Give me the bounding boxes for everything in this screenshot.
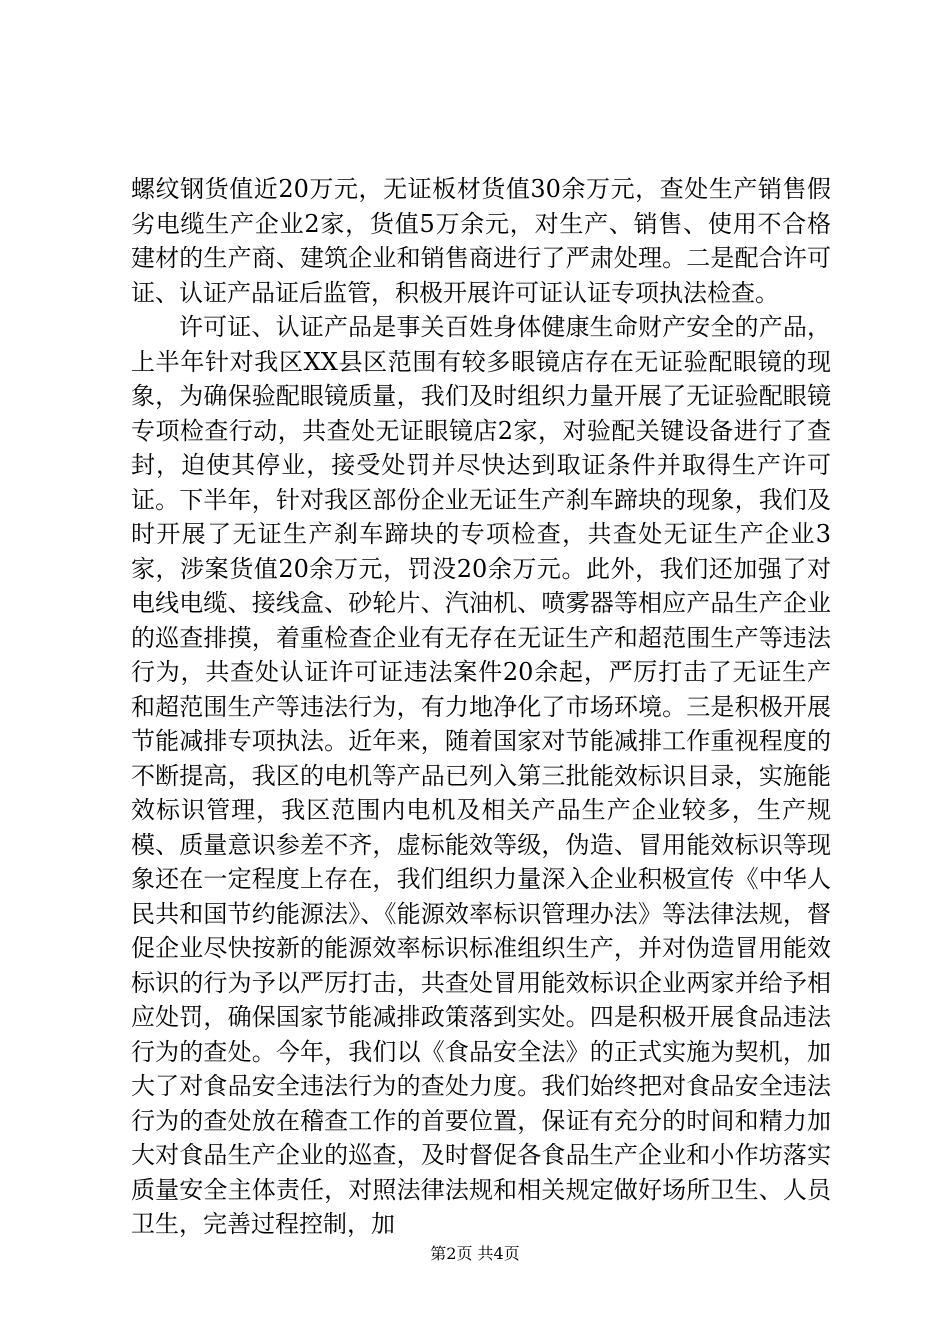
paragraph-2: 许可证、认证产品是事关百姓身体健康生命财产安全的产品，上半年针对我区XX县区范围有较多眼镜店存在无证验配眼镜的现象，为确保验配眼镜质量，我们及时组织力量开展了无证验配眼镜专项检查行动，共查处无证眼镜店2家，对验配关键设备进行了查封，迫使其停业，接受处罚并尽快达到取证条件并取得生产许可证。下半年，针对我区部份企业无证生产刹车蹄块的现象，我们及时开展了无证生产刹车蹄块的专项检查，共查处无证生产企业3家，涉案货值20余万元，罚没20余万元。此外，我们还加强了对电线电缆、接线盒、砂轮片、汽油机、喷雾器等相应产品生产企业的巡查排摸，着重检查企业有无存在无证生产和超范围生产等违法行为，共查处认证许可证违法案件20余起，严厉打击了无证生产和超范围生产等违法行为，有力地净化了市场环境。三是积极开展节能减排专项执法。近年来，随着国家对节能减排工作重视程度的不断提高，我区的电机等产品已列入第三批能效标识目录，实施能效标识管理，我区范围内电机及相关产品生产企业较多，生产规模、质量意识参差不齐，虚标能效等级，伪造、冒用能效标识等现象还在一定程度上存在，我们组织力量深入企业积极宣传《中华人民共和国节约能源法》、《能源效率标识管理办法》等法律法规，督促企业尽快按新的能源效率标识标准组织生产，并对伪造冒用能效标识的行为予以严厉打击，共查处冒用能效标识企业两家并给予相应处罚，确保国家节能减排政策落到实处。四是积极开展食品违法行为的查处。今年，我们以《食品安全法》的正式实施为契机，加大了对食品安全违法行为的查处力度。我们始终把对食品安全违法行为的查处放在稽查工作的首要位置，保证有充分的时间和精力加大对食品生产企业的巡查，及时督促各食品生产企业和小作坊落实质量安全主体责任，对照法律法规和相关规定做好场所卫生、人员卫生，完善过程控制，加 [131, 313, 831, 1238]
paragraph-1: 螺纹钢货值近20万元，无证板材货值30余万元，查处生产销售假劣电缆生产企业2家，货值5万余元，对生产、销售、使用不合格建材的生产商、建筑企业和销售商进行了严肃处理。二是配合许可证、认证产品证后监管，积极开展许可证认证专项执法检查。 [131, 175, 831, 307]
document-body [131, 172, 831, 1242]
page-footer: 第2页 共4页 [430, 1244, 520, 1263]
